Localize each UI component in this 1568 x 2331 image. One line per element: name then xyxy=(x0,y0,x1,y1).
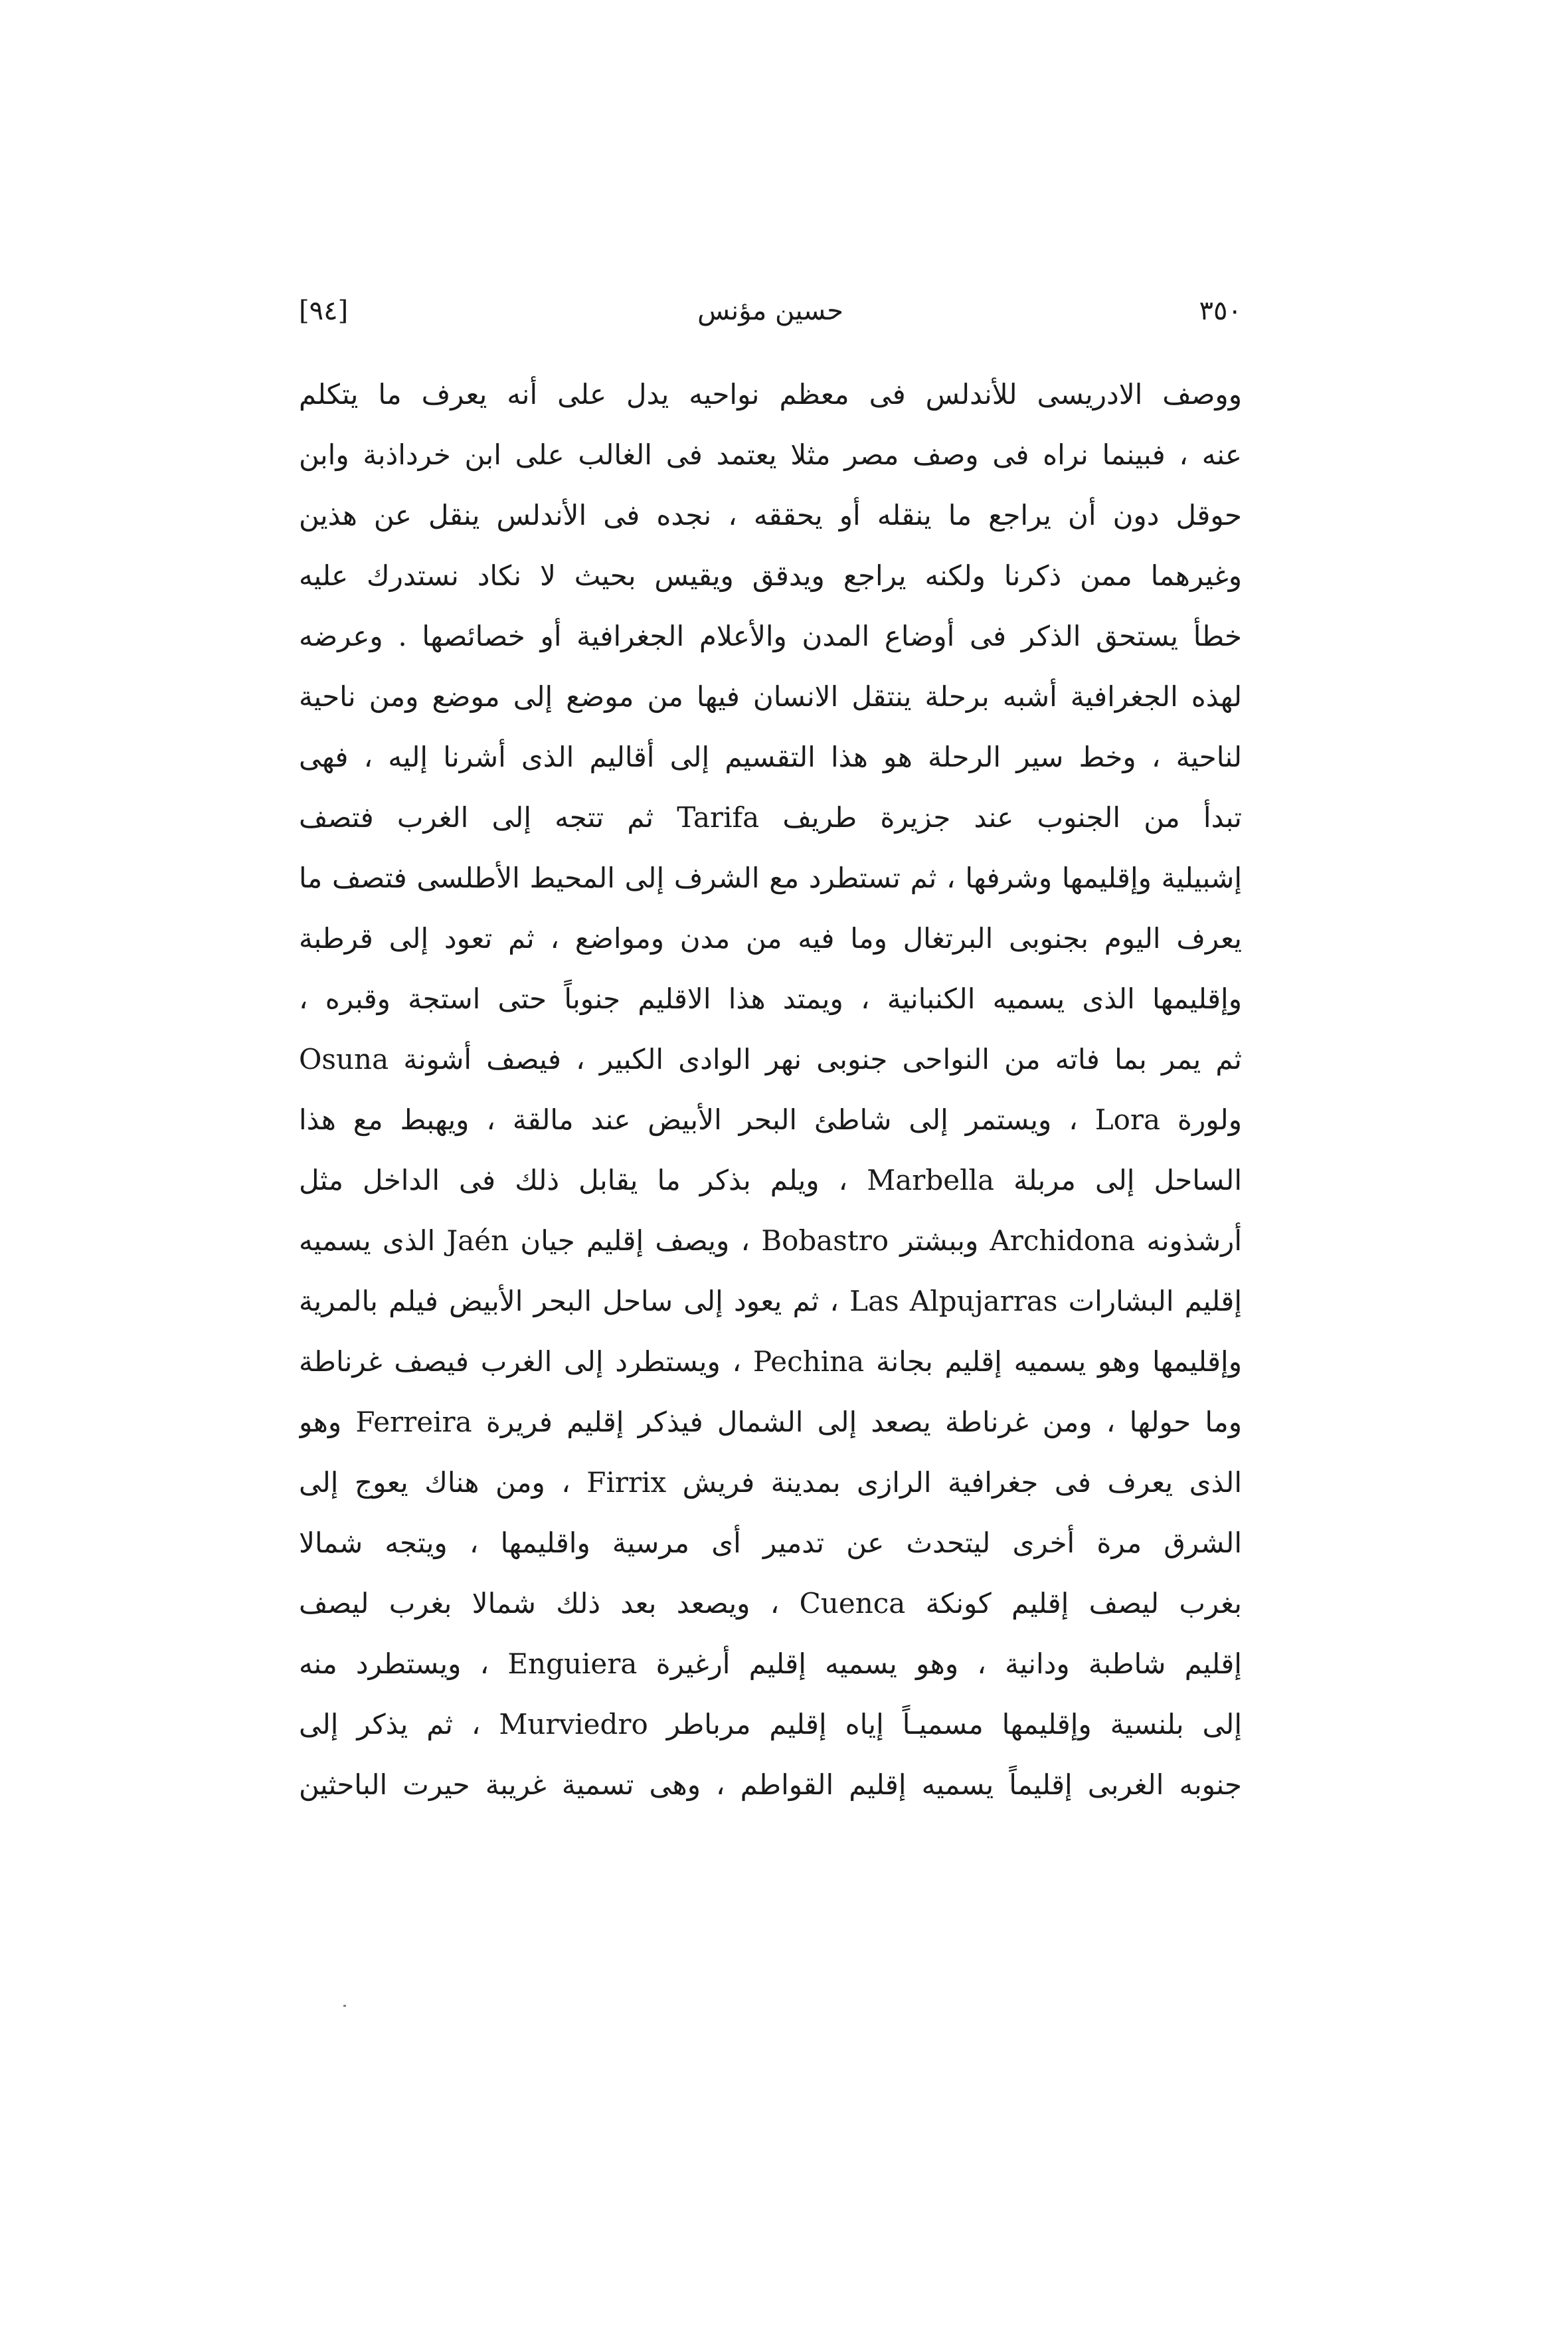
text-line: ثم يمر بما فاته من النواحى جنوبى نهر الوادى الكبير ، فيصف أشونة Osuna xyxy=(299,1043,1242,1075)
text-line: خطأ يستحق الذكر فى أوضاع المدن والأعلام الجغرافية أو خصائصها . وعرضه xyxy=(299,620,1242,652)
text-line: تبدأ من الجنوب عند جزيرة طريف Tarifa ثم تتجه إلى الغرب فتصف xyxy=(299,801,1242,834)
text-line: جنوبه الغربى إقليماً يسميه إقليم القواطم ، وهى تسمية غريبة حيرت الباحثين xyxy=(299,1768,1242,1801)
text-line: وغيرهما ممن ذكرنا ولكنه يراجع ويدقق ويقيس بحيث لا نكاد نستدرك عليه xyxy=(299,559,1242,592)
text-line: لناحية ، وخط سير الرحلة هو هذا التقسيم إلى أقاليم الذى أشرنا إليه ، فهى xyxy=(299,741,1242,773)
text-line: إقليم شاطبة ودانية ، وهو يسميه إقليم أرغيرة Enguiera ، ويستطرد منه xyxy=(299,1647,1242,1680)
text-line: يعرف اليوم بجنوبى البرتغال وما فيه من مدن ومواضع ، ثم تعود إلى قرطبة xyxy=(299,922,1242,955)
text-line: ووصف الادريسى للأندلس فى معظم نواحيه يدل على أنه يعرف ما يتكلم xyxy=(299,378,1242,411)
text-line: إلى بلنسية وإقليمها مسميـاً إياه إقليم مرباطر Murviedro ، ثم يذكر إلى xyxy=(299,1708,1242,1740)
text-line: إشبيلية وإقليمها وشرفها ، ثم تستطرد مع الشرف إلى المحيط الأطلسى فتصف ما xyxy=(299,862,1242,894)
text-line: وما حولها ، ومن غرناطة يصعد إلى الشمال فيذكر إقليم فريرة Ferreira وهو xyxy=(299,1406,1242,1438)
page-header xyxy=(299,284,1242,337)
text-line: الشرق مرة أخرى ليتحدث عن تدمير أى مرسية واقليمها ، ويتجه شمالا xyxy=(299,1527,1242,1559)
text-line: عنه ، فبينما نراه فى وصف مصر مثلا يعتمد فى الغالب على ابن خرداذبة وابن xyxy=(299,438,1242,471)
running-head-author: حسين مؤنس xyxy=(697,296,843,326)
body-text xyxy=(299,364,1242,1815)
text-line: وإقليمها الذى يسميه الكنبانية ، ويمتد هذا الاقليم جنوباً حتى استجة وقبره ، xyxy=(299,982,1242,1015)
text-line: لهذه الجغرافية أشبه برحلة ينتقل الانسان فيها من موضع إلى موضع ومن ناحية xyxy=(299,680,1242,713)
text-line: إقليم البشارات Las Alpujarras ، ثم يعود إلى ساحل البحر الأبيض فيلم بالمرية xyxy=(299,1285,1242,1317)
text-line: حوقل دون أن يراجع ما ينقله أو يحققه ، نجده فى الأندلس ينقل عن هذين xyxy=(299,499,1242,531)
text-line: أرشذونه Archidona وببشتر Bobastro ، ويصف إقليم جيان Jaén الذى يسميه xyxy=(299,1224,1242,1257)
text-line: بغرب ليصف إقليم كونكة Cuenca ، ويصعد بعد ذلك شمالا بغرب ليصف xyxy=(299,1587,1242,1620)
text-line: الذى يعرف فى جغرافية الرازى بمدينة فريش Firrix ، ومن هناك يعوج إلى xyxy=(299,1466,1242,1499)
page-number: ٣٥٠ xyxy=(1199,296,1242,326)
text-line: الساحل إلى مربلة Marbella ، ويلم بذكر ما يقابل ذلك فى الداخل مثل xyxy=(299,1164,1242,1196)
scan-speck xyxy=(343,2005,346,2007)
section-number: [٩٤] xyxy=(299,296,349,326)
text-line: وإقليمها وهو يسميه إقليم بجانة Pechina ، ويستطرد إلى الغرب فيصف غرناطة xyxy=(299,1345,1242,1378)
text-line: ولورة Lora ، ويستمر إلى شاطئ البحر الأبيض عند مالقة ، ويهبط مع هذا xyxy=(299,1103,1242,1136)
